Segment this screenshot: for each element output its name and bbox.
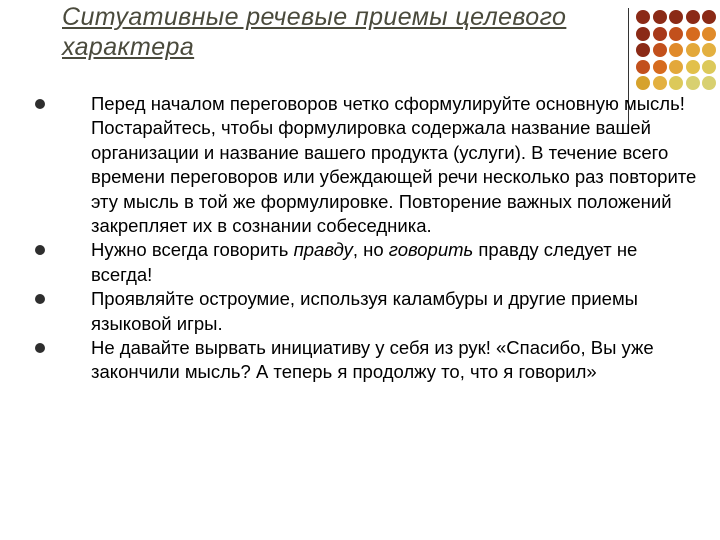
decorative-dot	[702, 43, 716, 57]
bullet-item-4	[28, 336, 698, 385]
decorative-dot	[669, 60, 683, 74]
bullet-dot-icon	[35, 99, 45, 109]
decorative-dot	[702, 76, 716, 90]
bullet-text: Перед началом переговоров четко сформулируйте основную мысль! Постарайтесь, чтобы формулировка содержала название вашей организации и название вашего продукта (услуги). В течение всего времени переговоров или убеждающей речи несколько раз повторите эту мысль в той же формулировке. Повторение важных положений закрепляет их в сознании собеседника.	[91, 93, 697, 237]
bullet-text-part: Нужно всегда говорить	[91, 239, 294, 261]
bullet-item-1	[28, 92, 698, 238]
decorative-dot	[686, 76, 700, 90]
bullet-text-part: , но	[352, 239, 389, 261]
decorative-dot	[669, 76, 683, 90]
decorative-dot	[636, 76, 650, 90]
bullet-item-3	[28, 287, 698, 336]
decorative-dot	[702, 60, 716, 74]
bullet-text-part: правду следует не всегда!	[91, 239, 638, 285]
bullet-dot-icon	[35, 343, 45, 353]
decorative-dot	[653, 27, 667, 41]
bullet-dot-icon	[35, 245, 45, 255]
bullet-item-2	[28, 238, 698, 287]
decorative-dot	[636, 60, 650, 74]
decorative-dot	[653, 60, 667, 74]
bullet-text: Не давайте вырвать инициативу у себя из рук! «Спасибо, Вы уже закончили мысль? А теперь я продолжу то, что я говорил»	[91, 337, 654, 383]
decorative-dot	[636, 43, 650, 57]
decorative-dot	[636, 27, 650, 41]
decorative-dot	[653, 10, 667, 24]
bullet-text: Проявляйте остроумие, используя каламбуры и другие приемы языковой игры.	[91, 288, 638, 334]
decorative-dot	[669, 10, 683, 24]
decorative-dot	[686, 27, 700, 41]
slide-title: Ситуативные речевые приемы целевого характера	[62, 3, 567, 61]
decorative-dot	[636, 10, 650, 24]
decorative-dot	[686, 43, 700, 57]
decorative-dot	[669, 27, 683, 41]
decorative-dot	[686, 60, 700, 74]
bullet-dot-icon	[35, 294, 45, 304]
bullet-text-emphasis: правду	[293, 239, 353, 261]
bullet-text-emphasis: говорить	[388, 239, 474, 261]
decorative-dot	[653, 43, 667, 57]
decorative-dot	[702, 27, 716, 41]
decorative-dot	[653, 76, 667, 90]
decorative-dot	[686, 10, 700, 24]
decorative-dot	[669, 43, 683, 57]
decorative-dot	[702, 10, 716, 24]
bullet-list	[28, 92, 698, 385]
